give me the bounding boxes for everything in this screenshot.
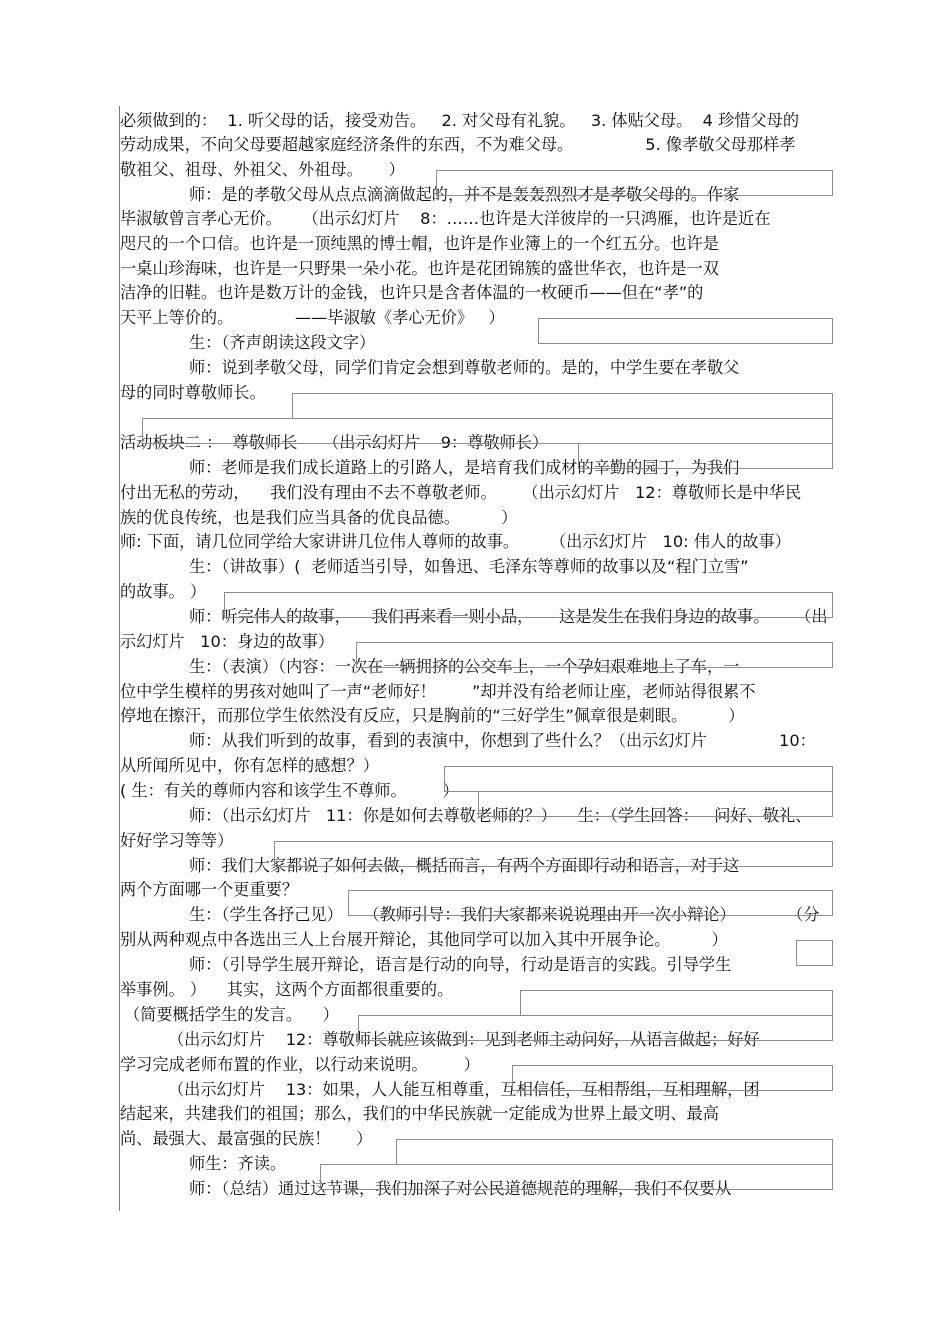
text-line: 一桌山珍海味，也许是一只野果一朵小花。也许是花团锦簇的盛世华衣，也许是一双 (120, 259, 719, 278)
field-box (796, 940, 833, 966)
text-line: 示幻灯片 10：身边的故事） (120, 632, 335, 651)
text-line: 活动板块二 ： 尊敬师长 （出示幻灯片 9：尊敬师长） (120, 433, 549, 452)
text-line: 师：（总结）通过这节课，我们加深了对公民道德规范的理解，我们不仅要从 (189, 1179, 732, 1198)
text-line: 洁净的旧鞋。也许是数万计的金钱，也许只是含者体温的一枚硬币——但在“孝”的 (120, 283, 704, 302)
text-line: 师：说到孝敬父母，同学们肯定会想到尊敬老师的。是的，中学生要在孝敬父 (189, 358, 740, 377)
text-line: 师：听完伟人的故事， 我们再来看一则小品， 这是发生在我们身边的故事。 （出 (189, 607, 828, 626)
field-box (348, 890, 833, 916)
text-line: 母的同时尊敬师长。 (120, 383, 266, 402)
text-line: 师：（出示幻灯片 11：你是如何去尊敬老师的？） 生：（学生回答： 问好、敬礼、 (189, 806, 812, 825)
text-line: 必须做到的： 1. 听父母的话，接受劝告。 2. 对父母有礼貌。 3. 体贴父母。 4 珍惜父母的 (120, 111, 800, 130)
text-line: 付出无私的劳动， 我们没有理由不去不尊敬老师。 （出示幻灯片 12：尊敬师长是中华民 (120, 483, 802, 502)
field-box (520, 990, 833, 1016)
text-line: （简要概括学生的发言。 ） (124, 1005, 339, 1024)
field-box (436, 170, 833, 196)
text-line: 族的优良传统，也是我们应当具备的优良品德。 ） (120, 508, 518, 527)
field-box (142, 418, 833, 444)
text-line: 好好学习等等） (120, 831, 234, 850)
text-line: 天平上等价的。 ——毕淑敏《孝心无价》 ） (120, 308, 505, 327)
text-line: 生：（表演）（内容：一次在一辆拥挤的公交车上，一个孕妇艰难地上了车，一 (189, 657, 740, 676)
text-line: 师：是的孝敬父母从点点滴滴做起的，并不是轰轰烈烈才是孝敬父母的。作家 (189, 185, 740, 204)
field-box (224, 592, 833, 618)
field-box (320, 1164, 833, 1190)
text-line: 两个方面哪一个更重要？ (120, 880, 299, 899)
text-line: 师生：齐读。 (189, 1154, 287, 1173)
text-line: 尚、最强大、最富强的民族！ ） (120, 1129, 373, 1148)
field-box (274, 841, 833, 867)
field-box (478, 791, 833, 817)
field-box (292, 393, 833, 419)
text-line: 生：（齐声朗读这段文字） (189, 333, 376, 352)
text-line: 别从两种观点中各选出三人上台展开辩论，其他同学可以加入其中开展争论。 ） (120, 930, 728, 949)
text-line: 举事例。 ） 其实，这两个方面都很重要的。 (120, 980, 454, 999)
text-line: 师：从我们听到的故事，看到的表演中，你想到了些什么？（出示幻灯片 10： (189, 731, 816, 750)
field-box (578, 443, 833, 469)
text-line: （出示幻灯片 13：如果，人人能互相尊重，互相信任，互相帮组，互相理解，团 (168, 1080, 760, 1099)
field-box (512, 1065, 833, 1091)
field-box (356, 642, 833, 668)
text-line: 停地在擦汗，而那位学生依然没有反应，只是胸前的“三好学生”佩章很是刺眼。 ） (120, 706, 745, 725)
text-line: 咫尺的一个口信。也许是一顶纯黑的博士帽，也许是作业簿上的一个红五分。也许是 (120, 234, 719, 253)
text-line: 从所闻所见中，你有怎样的感想？） (120, 756, 379, 775)
text-line: 师: 下面，请几位同学给大家讲讲几位伟人尊师的故事。 （出示幻灯片 10: 伟人的故事） (120, 532, 791, 551)
text-line: 敬祖父、祖母、外祖父、外祖母。 ） (120, 160, 405, 179)
text-line: 师：老师是我们成长道路上的引路人，是培育我们成材的辛勤的园丁，为我们 (189, 458, 740, 477)
text-line: 学习完成老师布置的作业，以行动来说明。 ） (120, 1055, 480, 1074)
text-line: 生：（学生各抒己见） （教师引导：我们大家都来说说理由开一次小辩论） （分 (189, 905, 820, 924)
text-line: 劳动成果，不向父母要超越家庭经济条件的东西，不为难父母。 5. 像孝敬父母那样孝 (120, 135, 796, 154)
text-line: 结起来，共建我们的祖国；那么，我们的中华民族就一定能成为世界上最文明、最高 (120, 1104, 719, 1123)
text-line: 位中学生模样的男孩对她叫了一声“老师好！ ”却并没有给老师让座，老师站得很累不 (120, 682, 756, 701)
text-line: ( 生：有关的尊师内容和该学生不尊师。 ） (120, 781, 459, 800)
field-box (396, 1139, 833, 1165)
text-line: 师：我们大家都说了如何去做，概括而言，有两个方面即行动和语言，对于这 (189, 856, 740, 875)
text-line: 生：（讲故事）( 老师适当引导，如鲁迅、毛泽东等尊师的故事以及“程门立雪” (189, 557, 749, 576)
text-line: （出示幻灯片 12：尊敬师长就应该做到：见到老师主动问好，从语言做起；好好 (168, 1030, 760, 1049)
text-line: 师：（引导学生展开辩论，语言是行动的向导，行动是语言的实践。引导学生 (189, 955, 732, 974)
text-line: 的故事。 ） (120, 582, 207, 601)
text-line: 毕淑敏曾言孝心无价。 （出示幻灯片 8：……也许是大洋彼岸的一只鸿雁，也许是近在 (120, 209, 771, 228)
field-box (538, 318, 833, 344)
field-box (358, 1015, 833, 1041)
field-box (444, 766, 833, 792)
